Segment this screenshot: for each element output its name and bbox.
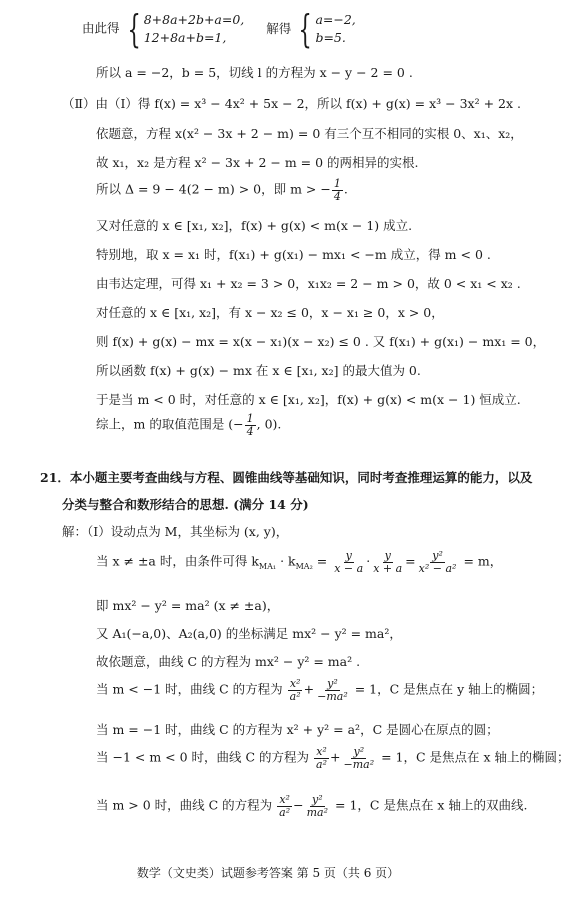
text-line: 由韦达定理，可得 x₁ + x₂ = 3 > 0，x₁x₂ = 2 − m > 0，故 0 < x₁ < x₂ . [96,276,521,291]
text-line: 特别地，取 x = x₁ 时，f(x₁) + g(x₁) − mx₁ < −m 成立，得 m < 0 . [96,247,491,262]
text-line: 所以函数 f(x) + g(x) − mx 在 x ∈ [x₁, x₂] 的最大值为 0. [96,363,421,378]
case-line: 当 m > 0 时，曲线 C 的方程为 $\frac{\text{x²}}{\text{a²}}$ − $\frac{\text{y²}}{\text{ma²}}$ = 1，C 是焦点在 x 轴上的双曲线. [96,793,528,819]
fraction [341,746,376,770]
text-line: 对任意的 x ∈ [x₁, x₂]，有 x − x₂ ≤ 0，x − x₁ ≥ 0，x > 0， [96,305,444,320]
text-segment: = 1，C 是焦点在 x 轴上的双曲线. [335,797,528,813]
fraction-denominator: a² [316,757,327,771]
fraction [417,550,459,574]
text-segment: . [343,181,348,197]
text-line: 故依题意，曲线 C 的方程为 mx² − y² = ma² . [96,654,361,669]
text-segment: 当 −1 < m < 0 时，曲线 C 的方程为 [96,749,310,765]
text-line-with-fraction [96,178,348,202]
left-brace: { [126,7,141,51]
fraction-numerator: y² [432,549,443,562]
text-line: 解：（Ⅰ）设动点为 M，其坐标为 (x, y)， [62,524,289,539]
text-line: 依题意，方程 x(x² − 3x + 2 − m) = 0 有三个互不相同的实根 0、x₁、x₂， [96,126,523,141]
fraction-numerator: y [384,549,391,562]
subscript: MA₂ [295,562,313,572]
fraction-numerator: 1 [333,177,341,190]
text-segment: 当 m > 0 时，曲线 C 的方程为 [96,797,273,813]
text-line: 所以 a = −2，b = 5，切线 l 的方程为 x − y − 2 = 0 . [96,65,413,80]
text-segment: , 0). [256,416,282,432]
fraction-denominator: 4 [246,424,254,438]
text-segment: 当 x ≠ ±a 时，由条件可得 k [96,553,259,569]
fraction-numerator: y² [312,793,323,806]
system-1-eq-1: 8+8a+2b+a=0, [143,11,245,27]
fraction [305,794,330,818]
system-2-eq-1: a=−2, [315,11,356,27]
fraction-denominator: a² [289,689,301,703]
fraction-numerator: x² [316,745,327,758]
fraction-denominator: x − a [334,561,364,575]
fraction-denominator: x² − a² [418,561,457,575]
text-line: 当 m = −1 时，曲线 C 的方程为 x² + y² = a²，C 是圆心在原点的圆； [96,722,499,737]
left-brace: { [298,7,313,51]
text-line-with-fraction [96,413,281,437]
fraction [332,550,365,574]
text-solve: 解得 [266,20,292,36]
text-prefix: 由此得 [82,20,120,36]
fraction-numerator: 1 [246,412,254,425]
fraction [315,678,350,702]
text-line: 于是当 m < 0 时，对任意的 x ∈ [x₁, x₂]，f(x) + g(x) < m(x − 1) 恒成立. [96,392,521,407]
text-segment: = 1，C 是焦点在 x 轴上的椭圆； [381,749,570,765]
fraction [288,678,303,702]
text-segment: · k [276,553,296,569]
text-segment: = [312,553,328,569]
system-1 [124,7,245,51]
case-line: 当 −1 < m < 0 时，曲线 C 的方程为 $\frac{\text{x²}}{\text{a²}}$ + $\frac{\text{y²}}{\text{−ma²}}$ = 1，C 是焦点在 x 轴上的椭圆； [96,745,570,771]
fraction [371,550,404,574]
fraction-numerator: x² [289,677,301,690]
system-1-eq-2: 12+8a+b=1, [143,30,227,45]
problem-21-heading-cont: 分类与整合和数形结合的思想. (满分 14 分) [62,497,309,512]
text-segment: 综上，m 的取值范围是 (− [96,416,244,432]
system-2 [295,7,356,51]
fraction-denominator: −ma² [343,757,375,771]
fraction-denominator: ma² [306,805,329,819]
fraction [332,178,343,202]
fraction-numerator: y² [327,677,338,690]
page-footer: 数学（文史类）试题参考答案 第 5 页（共 6 页） [136,866,400,880]
fraction-denominator: 4 [333,189,341,203]
text-line: 则 f(x) + g(x) − mx = x(x − x₁)(x − x₂) ≤ 0 . 又 f(x₁) + g(x₁) − mx₁ = 0， [96,334,546,349]
fraction-denominator: x + a [373,561,403,575]
system-2-eq-2: b=5. [315,30,346,45]
text-segment: 所以 Δ = 9 − 4(2 − m) > 0，即 m > − [96,181,331,197]
text-segment: 当 m < −1 时，曲线 C 的方程为 [96,681,283,697]
text-segment: = 1，C 是焦点在 y 轴上的椭圆； [354,681,544,697]
text-line: （Ⅱ）由（Ⅰ）得 f(x) = x³ − 4x² + 5x − 2，所以 f(x) + g(x) = x³ − 3x² + 2x . [62,96,521,111]
fraction [314,746,329,770]
case-line: 当 m < −1 时，曲线 C 的方程为 $\frac{\text{x²}}{\text{a²}}$ + $\frac{\text{y²}}{\text{−ma²}}$ = 1，C 是焦点在 y 轴上的椭圆； [96,677,544,703]
fraction-numerator: y² [353,745,365,758]
fraction-numerator: x² [279,793,290,806]
text-line: 故 x₁，x₂ 是方程 x² − 3x + 2 − m = 0 的两相异的实根. [96,155,419,170]
fraction-numerator: y [345,549,352,562]
text-line: 又对任意的 x ∈ [x₁, x₂]，f(x) + g(x) < m(x − 1) 成立. [96,218,413,233]
subscript: MA₁ [258,562,277,572]
fraction-denominator: a² [279,805,291,819]
fraction-denominator: −ma² [317,689,348,703]
problem-21-heading: 21．本小题主要考查曲线与方程、圆锥曲线等基础知识，同时考查推理运算的能力，以及 [40,470,533,485]
text-line: 又 A₁(−a,0)、A₂(a,0) 的坐标满足 mx² − y² = ma²， [96,626,402,641]
text-segment: = m， [463,553,503,569]
slope-product-line: 当 x ≠ ±a 时，由条件可得 $k_{MA_1} \cdot k_{MA_2}$ = $\frac{y}{x - a}$ · $\frac{y}{x + a}$ = $\frac{\text{y²}}{\text{x² − a²}}$ = m， [96,549,503,575]
fraction [277,794,292,818]
text-line: 即 mx² − y² = ma² (x ≠ ±a)， [96,598,280,613]
fraction [245,413,256,437]
equation-system-line [82,7,356,51]
